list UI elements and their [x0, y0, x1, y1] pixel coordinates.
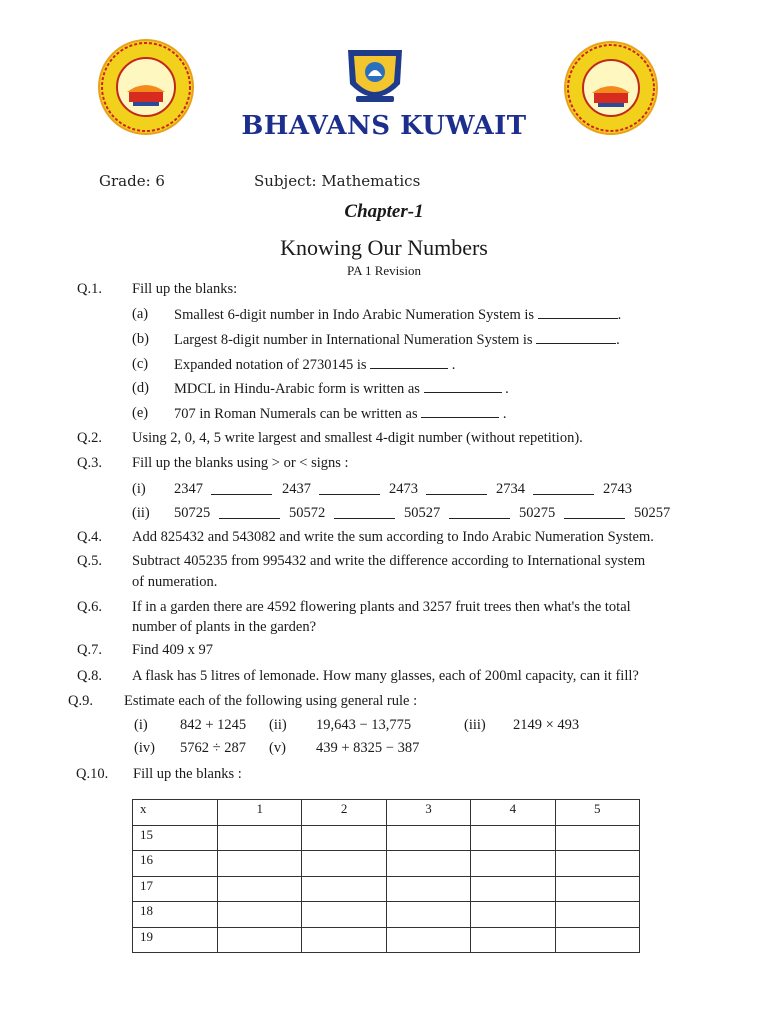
school-name: BHAVANS KUWAIT [241, 111, 527, 141]
q5-number: Q.5. [77, 553, 102, 569]
q1-text: Fill up the blanks: [132, 281, 238, 297]
q1d-label: (d) [132, 380, 149, 396]
table-cell[interactable] [302, 927, 386, 953]
q1c-label: (c) [132, 356, 149, 372]
table-row [133, 851, 640, 877]
table-row-label: 18 [133, 902, 218, 928]
q3-row1-value: 2437 [282, 481, 311, 497]
table-header-cell: x [133, 800, 218, 826]
q2-text: Using 2, 0, 4, 5 write largest and smallest 4-digit number (without repetition). [132, 430, 583, 446]
table-cell[interactable] [302, 825, 386, 851]
q8-text: A flask has 5 litres of lemonade. How many glasses, each of 200ml capacity, can it fill? [132, 668, 639, 684]
q7-number: Q.7. [77, 642, 102, 658]
table-header-cell: 2 [302, 800, 386, 826]
table-cell[interactable] [386, 851, 470, 877]
q10-number: Q.10. [76, 766, 109, 782]
q9-iii-label: (iii) [464, 717, 486, 733]
table-cell[interactable] [218, 825, 302, 851]
q3-row2-value: 50275 [519, 505, 556, 521]
q1b-label: (b) [132, 331, 149, 347]
q9-ii-expr: 19,643 − 13,775 [316, 717, 412, 733]
q10-text: Fill up the blanks : [133, 766, 242, 782]
q1a-label: (a) [132, 306, 149, 322]
q3-row1-value: 2743 [603, 481, 632, 497]
table-cell[interactable] [218, 927, 302, 953]
q9-v-expr: 439 + 8325 − 387 [316, 740, 420, 756]
table-cell[interactable] [555, 851, 639, 877]
q1e-item: 707 in Roman Numerals can be written as . [174, 406, 507, 422]
q1-number: Q.1. [77, 281, 102, 297]
table-row-label: 16 [133, 851, 218, 877]
table-header-cell: 5 [555, 800, 639, 826]
q3-row2-value: 50725 [174, 505, 211, 521]
table-cell[interactable] [471, 825, 555, 851]
q3-text: Fill up the blanks using > or < signs : [132, 455, 349, 471]
q1c-item: Expanded notation of 2730145 is . [174, 357, 456, 373]
q3-row1-value: 2347 [174, 481, 203, 497]
table-row-label: 15 [133, 825, 218, 851]
table-cell[interactable] [386, 927, 470, 953]
page-title: Knowing Our Numbers [280, 235, 488, 260]
q3-row1-label: (i) [132, 481, 146, 497]
table-row [133, 876, 640, 902]
q3-row2-label: (ii) [132, 505, 150, 521]
q3-row2-value: 50572 [289, 505, 326, 521]
table-cell[interactable] [386, 825, 470, 851]
q3-row1-blank [533, 481, 594, 495]
table-cell[interactable] [302, 876, 386, 902]
q6-text-line2: number of plants in the garden? [132, 619, 317, 635]
q9-ii-label: (ii) [269, 717, 287, 733]
q6-text-line1: If in a garden there are 4592 flowering plants and 3257 fruit trees then what's the total [132, 599, 631, 615]
table-cell[interactable] [302, 851, 386, 877]
q2-number: Q.2. [77, 430, 102, 446]
q3-row2-blank [449, 505, 510, 519]
table-cell[interactable] [218, 851, 302, 877]
table-cell[interactable] [302, 902, 386, 928]
q1b-item: Largest 8-digit number in International Numeration System is . [174, 332, 620, 348]
table-header-cell: 1 [218, 800, 302, 826]
q1a-item: Smallest 6-digit number in Indo Arabic Numeration System is . [174, 307, 622, 323]
table-row-label: 17 [133, 876, 218, 902]
table-cell[interactable] [555, 902, 639, 928]
q3-row2-value: 50527 [404, 505, 441, 521]
table-cell[interactable] [555, 876, 639, 902]
table-cell[interactable] [386, 902, 470, 928]
table-cell[interactable] [471, 902, 555, 928]
subject-label: Subject: Mathematics [254, 172, 421, 190]
table-cell[interactable] [218, 902, 302, 928]
q1e-label: (e) [132, 405, 149, 421]
table-cell[interactable] [471, 927, 555, 953]
q9-iii-expr: 2149 × 493 [513, 717, 580, 733]
q3-row1-blank [426, 481, 487, 495]
table-row-label: 19 [133, 927, 218, 953]
table-cell[interactable] [471, 876, 555, 902]
grade-label: Grade: 6 [99, 172, 165, 190]
q5-text-line1: Subtract 405235 from 995432 and write the difference according to International system [132, 553, 646, 569]
table-cell[interactable] [218, 876, 302, 902]
q3-row2-value: 50257 [634, 505, 671, 521]
q4-text: Add 825432 and 543082 and write the sum according to Indo Arabic Numeration System. [132, 529, 654, 545]
q9-iv-label: (iv) [134, 740, 155, 756]
q3-row1-value: 2734 [496, 481, 525, 497]
q9-i-label: (i) [134, 717, 148, 733]
table-row [133, 825, 640, 851]
table-cell[interactable] [386, 876, 470, 902]
table-row [133, 902, 640, 928]
q9-v-label: (v) [269, 740, 286, 756]
multiplication-table [132, 799, 640, 953]
q3-row1-blank [211, 481, 272, 495]
q8-number: Q.8. [77, 668, 102, 684]
q3-row1-value: 2473 [389, 481, 418, 497]
q1d-item: MDCL in Hindu-Arabic form is written as . [174, 381, 509, 397]
q3-number: Q.3. [77, 455, 102, 471]
q9-iv-expr: 5762 ÷ 287 [180, 740, 246, 756]
q3-row2-blank [334, 505, 395, 519]
q3-row2-blank [564, 505, 625, 519]
q3-row2-blank [219, 505, 280, 519]
chapter-heading: Chapter-1 [344, 201, 424, 222]
q6-number: Q.6. [77, 599, 102, 615]
q4-number: Q.4. [77, 529, 102, 545]
table-cell[interactable] [555, 825, 639, 851]
q7-text: Find 409 x 97 [132, 642, 213, 658]
q9-text: Estimate each of the following using general rule : [124, 693, 418, 709]
table-header-cell: 4 [471, 800, 555, 826]
q9-i-expr: 842 + 1245 [180, 717, 247, 733]
q5-text-line2: of numeration. [132, 574, 218, 590]
page-subtitle: PA 1 Revision [347, 263, 421, 278]
q9-number: Q.9. [68, 693, 93, 709]
table-row [133, 927, 640, 953]
table-cell[interactable] [555, 927, 639, 953]
table-cell[interactable] [471, 851, 555, 877]
table-header-row [133, 800, 640, 826]
q3-row1-blank [319, 481, 380, 495]
table-header-cell: 3 [386, 800, 470, 826]
logo-center [342, 40, 408, 112]
